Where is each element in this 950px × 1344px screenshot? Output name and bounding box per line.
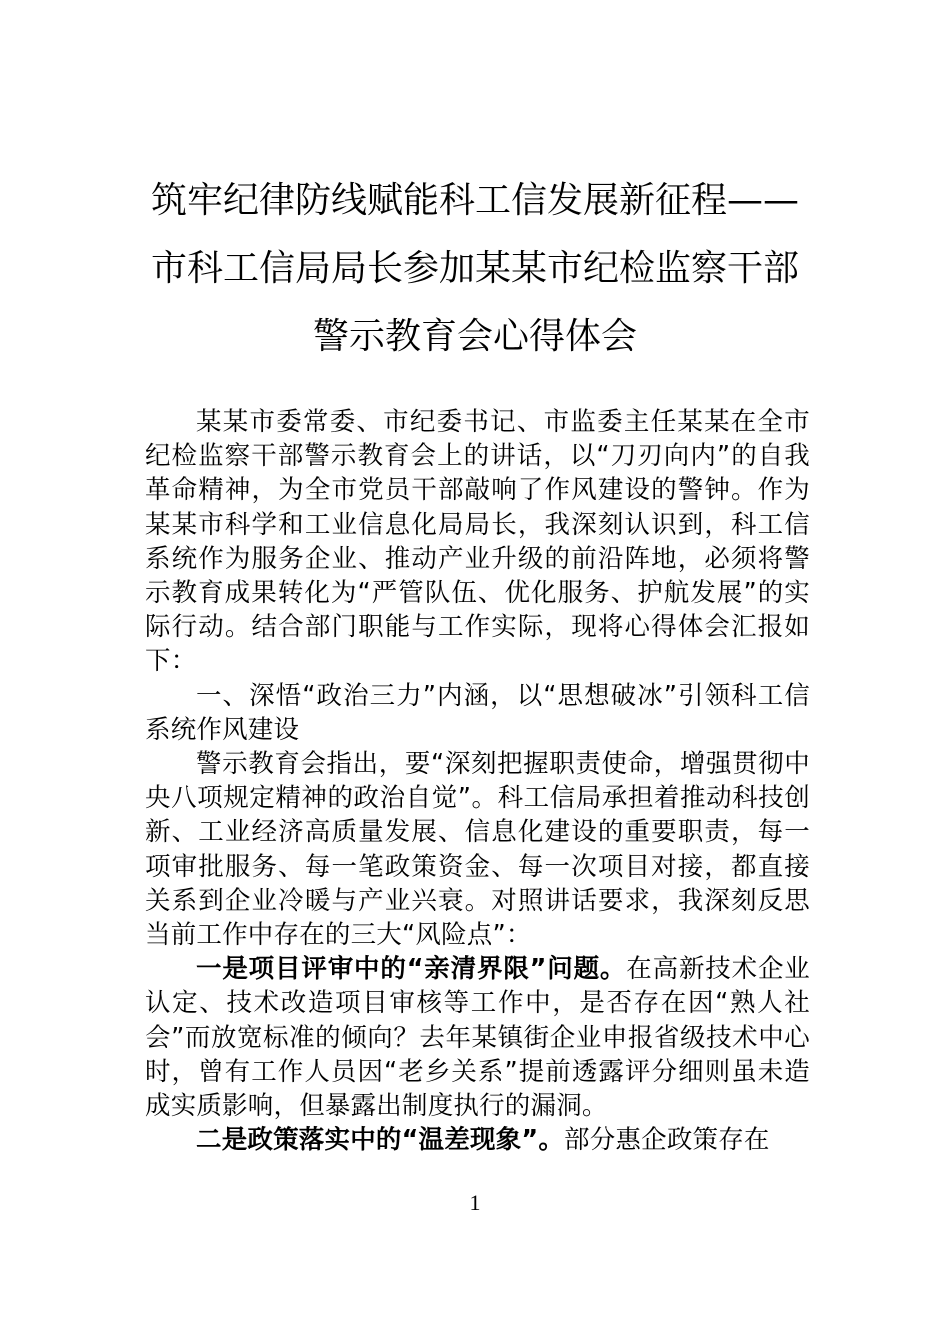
paragraph-text: 某某市委常委、市纪委书记、市监委主任某某在全市纪检监察干部警示教育会上的讲话，以“刀刃向内”的自我革命精神，为全市党员干部敲响了作风建设的警钟。作为某某市科学和工业信息化局局长，我深刻认识到，科工信系统作为服务企业、推动产业升级的前沿阵地，必须将警示教育成果转化为“严管队伍、优化服务、护航发展”的实际行动。结合部门职能与工作实际，现将心得体会汇报如下：	[145, 407, 810, 677]
paragraph-text: 部分惠企政策存在	[564, 1125, 770, 1156]
section-heading-text: 一、深悟“政治三力”内涵，以“思想破冰”引领科工信系统作风建设	[145, 680, 810, 745]
title-line-3: 警示教育会心得体会	[312, 316, 637, 357]
paragraph-lead-bold: 二是政策落实中的“温差现象”。	[196, 1125, 565, 1156]
paragraph-warning-education	[145, 747, 810, 952]
title-line-1: 筑牢纪律防线赋能科工信发展新征程——	[150, 180, 799, 221]
document-title	[0, 167, 950, 371]
paragraph-risk-point-1	[145, 952, 810, 1123]
paragraph-intro	[145, 405, 810, 679]
title-line-2: 市科工信局局长参加某某市纪检监察干部	[150, 248, 799, 289]
paragraph-lead-bold: 一是项目评审中的“亲清界限”问题。	[196, 954, 627, 985]
paragraph-text: 在高新技术企业认定、技术改造项目审核等工作中，是否存在因“熟人社会”而放宽标准的倾向？去年某镇街企业申报省级技术中心时，曾有工作人员因“老乡关系”提前透露评分细则虽未造成实质影响，但暴露出制度执行的漏洞。	[145, 954, 810, 1122]
page-number: 1	[469, 1190, 481, 1215]
paragraph-text: 警示教育会指出，要“深刻把握职责使命，增强贯彻中央八项规定精神的政治自觉”。科工信局承担着推动科技创新、工业经济高质量发展、信息化建设的重要职责，每一项审批服务、每一笔政策资金、每一次项目对接，都直接关系到企业冷暖与产业兴衰。对照讲话要求，我深刻反思当前工作中存在的三大“风险点”：	[145, 749, 810, 951]
paragraph-risk-point-2	[145, 1123, 810, 1157]
section-heading-1	[145, 679, 810, 747]
document-body	[145, 405, 810, 1157]
